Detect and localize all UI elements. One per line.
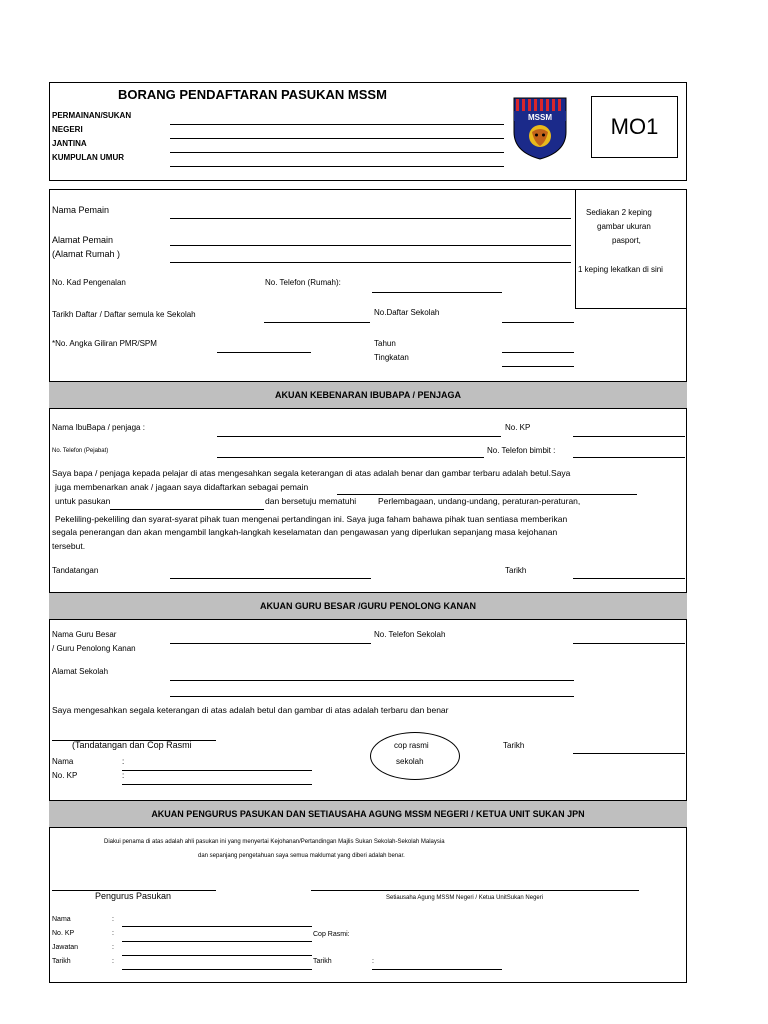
parent-tarikh-line[interactable] <box>573 578 685 579</box>
headmaster-no-kp-line[interactable] <box>122 784 312 785</box>
form-code: MO1 <box>610 114 659 139</box>
nama-pemain-line[interactable] <box>170 218 571 219</box>
manager-declaration-line-1: Diakui penama di atas adalah ahli pasukan ini yang menyertai Kejohanan/Pertandingan Majlis Sukan Sekolah-Sekolah Malaysia <box>104 839 445 845</box>
alamat-sekolah-line-2[interactable] <box>170 696 574 697</box>
tahun-label: Tahun <box>374 339 396 348</box>
manager-nama-label: Nama <box>52 916 71 923</box>
angka-giliran-line[interactable] <box>217 352 311 353</box>
setiausaha-label: Setiausaha Agung MSSM Negeri / Ketua UnitSukan Negeri <box>386 895 544 901</box>
manager-jawatan-line[interactable] <box>122 955 312 956</box>
jantina-input-line[interactable] <box>170 152 504 153</box>
manager-jawatan-label: Jawatan <box>52 944 79 951</box>
manager-no-kp-label: No. KP <box>52 930 75 937</box>
headmaster-section-heading: AKUAN GURU BESAR /GURU PENOLONG KANAN <box>49 592 687 620</box>
consent-paragraph-line-6: tersebut. <box>52 541 86 551</box>
headmaster-nama-label: Nama <box>52 757 74 766</box>
manager-no-kp-line[interactable] <box>122 941 312 942</box>
manager-tarikh-line[interactable] <box>122 969 312 970</box>
field-label-kumpulan-umur: KUMPULAN UMUR <box>52 153 124 162</box>
alamat-rumah-label: (Alamat Rumah ) <box>52 249 121 259</box>
photo-instruction-4: 1 keping lekatkan di sini <box>578 265 663 274</box>
photo-box <box>575 189 687 309</box>
cop-rasmi-text-2: sekolah <box>396 757 424 766</box>
consent-paragraph-line-5: segala penerangan dan akan mengambil langkah-langkah keselamatan dan pengawasan yang diperlukan sepanjang masa kejohanan <box>52 527 558 537</box>
manager-no-kp-colon: : <box>112 930 114 937</box>
no-daftar-label: No.Daftar Sekolah <box>374 308 440 317</box>
headmaster-tarikh-line[interactable] <box>573 753 685 754</box>
nama-guru-line[interactable] <box>170 643 371 644</box>
no-daftar-line[interactable] <box>502 322 574 323</box>
nama-guru-besar-label: Nama Guru Besar <box>52 630 117 639</box>
tahun-line[interactable] <box>502 352 574 353</box>
manager-jawatan-colon: : <box>112 944 114 951</box>
consent-paragraph-line-3c: Perlembagaan, undang-undang, peraturan-peraturan, <box>378 496 581 506</box>
manager-tarikh-label: Tarikh <box>52 958 71 965</box>
telefon-sekolah-label: No. Telefon Sekolah <box>374 630 446 639</box>
tingkatan-line[interactable] <box>502 366 574 367</box>
guru-penolong-label: / Guru Penolong Kanan <box>52 644 136 653</box>
headmaster-nama-colon: : <box>122 757 125 766</box>
photo-instruction-3: pasport, <box>612 236 641 245</box>
field-label-negeri: NEGERI <box>52 125 83 134</box>
manager-nama-colon: : <box>112 916 114 923</box>
consent-paragraph-line-1: Saya bapa / penjaga kepada pelajar di atas mengesahkan segala keterangan di atas adalah benar dan gambar terbaru adalah betul.Saya <box>52 468 571 478</box>
photo-instruction-1: Sediakan 2 keping <box>586 208 652 217</box>
setiausaha-tarikh-colon: : <box>372 958 374 965</box>
logo-text: MSSM <box>528 113 552 122</box>
mssm-logo <box>512 96 568 160</box>
tingkatan-label: Tingkatan <box>374 353 409 362</box>
tel-pejabat-label: No. Telefon (Pejabat) <box>52 448 109 454</box>
consent-paragraph-line-3b: dan bersetuju mematuhi <box>265 496 357 506</box>
manager-declaration-line-2: dan sepanjang pengetahuan saya semua maklumat yang diberi adalah benar. <box>198 853 405 859</box>
setiausaha-signature-line[interactable] <box>311 890 639 891</box>
pasukan-line[interactable] <box>110 509 264 510</box>
setiausaha-tarikh-line[interactable] <box>372 969 502 970</box>
telefon-rumah-line[interactable] <box>372 292 502 293</box>
alamat-line-2[interactable] <box>170 262 571 263</box>
tel-bimbit-line[interactable] <box>573 457 685 458</box>
alamat-pemain-label: Alamat Pemain <box>52 235 114 245</box>
tarikh-daftar-label: Tarikh Daftar / Daftar semula ke Sekolah <box>52 310 196 319</box>
cop-rasmi-text-1: cop rasmi <box>394 741 429 750</box>
headmaster-statement: Saya mengesahkan segala keterangan di atas adalah betul dan gambar di atas adalah terbaru dan benar <box>52 705 449 715</box>
parent-section-heading: AKUAN KEBENARAN IBUBAPA / PENJAGA <box>49 381 687 409</box>
negeri-input-line[interactable] <box>170 138 504 139</box>
parent-no-kp-label: No. KP <box>505 423 531 432</box>
nama-pemain-label: Nama Pemain <box>52 205 110 215</box>
telefon-rumah-label: No. Telefon (Rumah): <box>265 278 341 287</box>
nama-ibubapa-label: Nama IbuBapa / penjaga : <box>52 423 145 432</box>
parent-tandatangan-line[interactable] <box>170 578 371 579</box>
photo-instruction-2: gambar ukuran <box>597 222 651 231</box>
field-label-permainan: PERMAINAN/SUKAN <box>52 111 132 120</box>
kad-pengenalan-label: No. Kad Pengenalan <box>52 278 126 287</box>
alamat-line-1[interactable] <box>170 245 571 246</box>
angka-giliran-label: *No. Angka Giliran PMR/SPM <box>52 339 157 348</box>
manager-tarikh-colon: : <box>112 958 114 965</box>
alamat-sekolah-label: Alamat Sekolah <box>52 667 109 676</box>
manager-nama-line[interactable] <box>122 926 312 927</box>
form-title: BORANG PENDAFTARAN PASUKAN MSSM <box>118 87 387 102</box>
parent-tandatangan-label: Tandatangan <box>52 566 99 575</box>
tel-pejabat-line[interactable] <box>217 457 484 458</box>
setiausaha-tarikh-label: Tarikh <box>313 958 332 965</box>
headmaster-tandatangan-label: (Tandatangan dan Cop Rasmi <box>72 740 192 750</box>
alamat-sekolah-line-1[interactable] <box>170 680 574 681</box>
nama-ibubapa-line[interactable] <box>217 436 501 437</box>
manager-cop-rasmi-label: Cop Rasmi: <box>313 931 350 938</box>
cop-rasmi-oval <box>370 732 460 780</box>
form-code-box <box>591 96 678 158</box>
consent-paragraph-line-4: Pekeliling-pekeliling dan syarat-syarat pihak tuan mengenai pertandingan ini. Saya juga faham bahawa pihak tuan sentiasa memberikan <box>55 514 568 524</box>
headmaster-tarikh-label: Tarikh <box>503 741 525 750</box>
headmaster-no-kp-colon: : <box>122 771 125 780</box>
headmaster-no-kp-label: No. KP <box>52 771 78 780</box>
tarikh-daftar-line[interactable] <box>264 322 370 323</box>
manager-section-heading: AKUAN PENGURUS PASUKAN DAN SETIAUSAHA AGUNG MSSM NEGERI / KETUA UNIT SUKAN JPN <box>49 800 687 828</box>
telefon-sekolah-line[interactable] <box>573 643 685 644</box>
field-label-jantina: JANTINA <box>52 139 87 148</box>
tel-bimbit-label: No. Telefon bimbit : <box>487 446 556 455</box>
pengurus-pasukan-label: Pengurus Pasukan <box>95 891 172 901</box>
permainan-input-line[interactable] <box>170 124 504 125</box>
consent-paragraph-line-3a: untuk pasukan <box>55 496 111 506</box>
headmaster-nama-line[interactable] <box>122 770 312 771</box>
kumpulan-umur-input-line[interactable] <box>170 166 504 167</box>
parent-no-kp-line[interactable] <box>573 436 685 437</box>
parent-tarikh-label: Tarikh <box>505 566 527 575</box>
consent-paragraph-line-2: juga membenarkan anak / jagaan saya didaftarkan sebagai pemain <box>55 482 309 492</box>
